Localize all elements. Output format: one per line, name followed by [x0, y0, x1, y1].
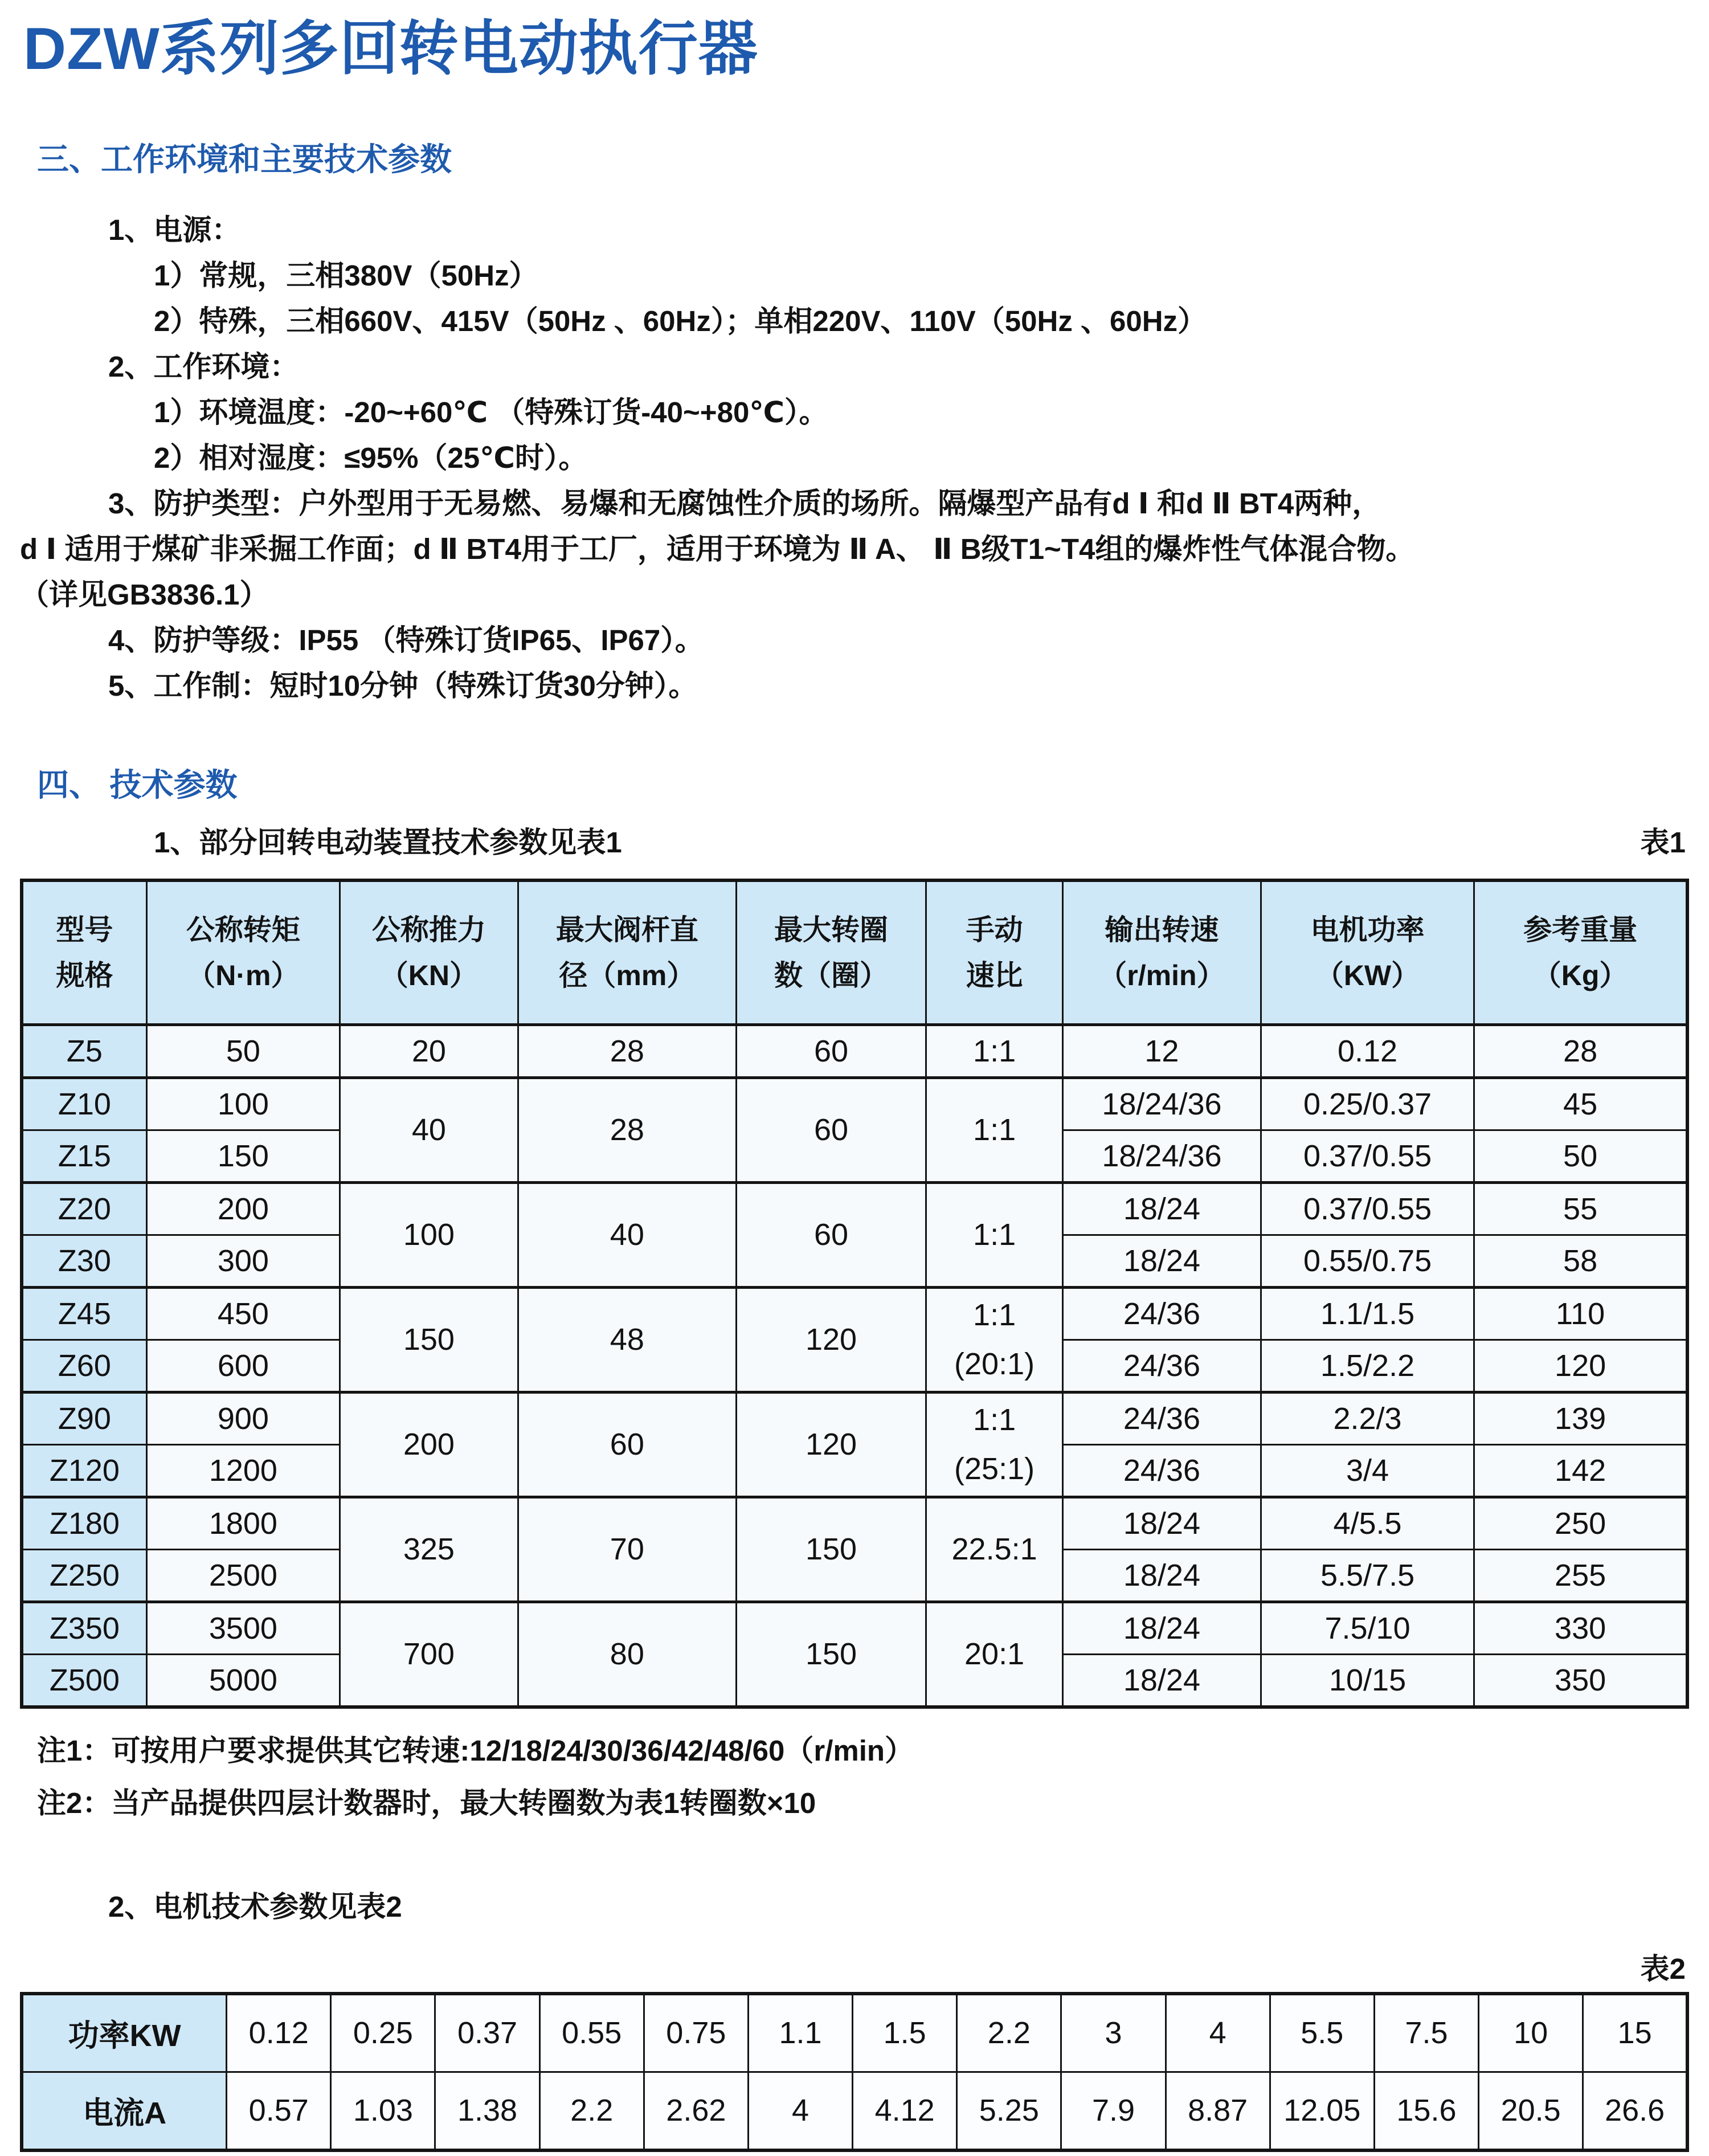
- model-cell: Z5: [22, 1024, 146, 1077]
- ratio-line: 1:1: [973, 1403, 1016, 1438]
- data-cell: 0.55: [539, 1994, 644, 2072]
- power-row: [22, 1994, 1687, 2072]
- data-cell: 15.6: [1374, 2072, 1478, 2150]
- table-row-z180: [22, 1497, 1687, 1549]
- data-cell: 5000: [146, 1654, 340, 1707]
- data-cell: 70: [518, 1497, 736, 1602]
- data-cell: 0.57: [227, 2072, 331, 2150]
- data-cell: 7.5: [1374, 1994, 1478, 2072]
- ratio-line: (25:1): [954, 1452, 1035, 1487]
- data-cell: 55: [1474, 1182, 1687, 1235]
- data-cell: 5.25: [957, 2072, 1061, 2150]
- data-cell: 1.38: [435, 2072, 539, 2150]
- data-cell: 12.05: [1270, 2072, 1374, 2150]
- current-row-label: 电流A: [22, 2072, 227, 2150]
- ratio-line: 1:1: [973, 1298, 1016, 1333]
- data-cell: 120: [736, 1287, 926, 1392]
- data-cell: 139: [1474, 1392, 1687, 1444]
- data-cell: 255: [1474, 1549, 1687, 1602]
- data-cell: [926, 1392, 1063, 1497]
- data-cell: 18/24: [1062, 1549, 1261, 1602]
- model-cell: Z15: [22, 1130, 146, 1182]
- data-cell: 150: [736, 1602, 926, 1707]
- data-cell: 60: [736, 1182, 926, 1287]
- data-cell: 1.5/2.2: [1261, 1340, 1474, 1392]
- data-cell: 2500: [146, 1549, 340, 1602]
- data-cell: 7.9: [1061, 2072, 1166, 2150]
- data-cell: 1800: [146, 1497, 340, 1549]
- data-cell: 0.37/0.55: [1261, 1130, 1474, 1182]
- header-cell-weight: 参考重量 （Kg）: [1474, 880, 1687, 1025]
- table2: [20, 1992, 1689, 2152]
- data-cell: 350: [1474, 1654, 1687, 1707]
- data-cell: 45: [1474, 1077, 1687, 1130]
- model-cell: Z120: [22, 1444, 146, 1497]
- data-cell: 142: [1474, 1444, 1687, 1497]
- data-cell: 4/5.5: [1261, 1497, 1474, 1549]
- data-cell: 450: [146, 1287, 340, 1340]
- data-cell: 700: [340, 1602, 518, 1707]
- data-cell: 7.5/10: [1261, 1602, 1474, 1654]
- model-cell: Z500: [22, 1654, 146, 1707]
- data-cell: 15: [1583, 1994, 1687, 2072]
- data-cell: 200: [146, 1182, 340, 1235]
- spec-line: d Ⅰ 适用于煤矿非采掘工作面；d Ⅱ BT4用于工厂，适用于环境为 Ⅱ A、 Ⅱ B级T1~T4组的爆炸性气体混合物。: [20, 532, 1415, 565]
- data-cell: 24/36: [1062, 1340, 1261, 1392]
- data-cell: 50: [1474, 1130, 1687, 1182]
- data-cell: 18/24/36: [1062, 1077, 1261, 1130]
- data-cell: 28: [518, 1077, 736, 1182]
- data-cell: 5.5: [1270, 1994, 1374, 2072]
- table1-caption: 1、部分回转电动装置技术参数见表1: [154, 826, 622, 859]
- data-cell: 18/24: [1062, 1235, 1261, 1287]
- spec-line: 2）相对湿度：≤95%（25℃时）。: [154, 441, 588, 474]
- data-cell: 18/24: [1062, 1497, 1261, 1549]
- data-cell: 150: [736, 1497, 926, 1602]
- model-cell: Z60: [22, 1340, 146, 1392]
- data-cell: 0.75: [644, 1994, 748, 2072]
- data-cell: 0.25/0.37: [1261, 1077, 1474, 1130]
- data-cell: 150: [146, 1130, 340, 1182]
- table2-caption: 2、电机技术参数见表2: [108, 1890, 402, 1923]
- header-cell-stem: 最大阀杆直 径（mm）: [518, 880, 736, 1025]
- data-cell: 2.62: [644, 2072, 748, 2150]
- model-cell: Z20: [22, 1182, 146, 1235]
- spec-line: 1、电源：: [108, 213, 241, 246]
- data-cell: 60: [518, 1392, 736, 1497]
- data-cell: 900: [146, 1392, 340, 1444]
- data-cell: 24/36: [1062, 1287, 1261, 1340]
- table-row-z10: [22, 1077, 1687, 1130]
- data-cell: 100: [146, 1077, 340, 1130]
- data-cell: 4: [1166, 1994, 1270, 2072]
- data-cell: 150: [340, 1287, 518, 1392]
- data-cell: 100: [340, 1182, 518, 1287]
- data-cell: 0.55/0.75: [1261, 1235, 1474, 1287]
- data-cell: 0.12: [227, 1994, 331, 2072]
- data-cell: 20: [340, 1024, 518, 1077]
- header-cell-speed: 输出转速 （r/min）: [1062, 880, 1261, 1025]
- model-cell: Z30: [22, 1235, 146, 1287]
- header-cell-ratio: 手动 速比: [926, 880, 1063, 1025]
- data-cell: 5.5/7.5: [1261, 1549, 1474, 1602]
- table-row-z90: [22, 1392, 1687, 1444]
- table-row-z350: [22, 1602, 1687, 1654]
- data-cell: 325: [340, 1497, 518, 1602]
- data-cell: 3500: [146, 1602, 340, 1654]
- data-cell: 40: [518, 1182, 736, 1287]
- table2-label: 表2: [1640, 1952, 1686, 1985]
- data-cell: 1:1: [926, 1182, 1063, 1287]
- table-row-z5: [22, 1024, 1687, 1077]
- model-cell: Z45: [22, 1287, 146, 1340]
- data-cell: 80: [518, 1602, 736, 1707]
- data-cell: 20.5: [1479, 2072, 1583, 2150]
- spec-line: （详见GB3836.1）: [20, 578, 269, 611]
- data-cell: 28: [1474, 1024, 1687, 1077]
- data-cell: 1:1: [926, 1077, 1063, 1182]
- current-row: [22, 2072, 1687, 2150]
- data-cell: 3/4: [1261, 1444, 1474, 1497]
- data-cell: 26.6: [1583, 2072, 1687, 2150]
- data-cell: 600: [146, 1340, 340, 1392]
- data-cell: 120: [736, 1392, 926, 1497]
- data-cell: 18/24: [1062, 1602, 1261, 1654]
- data-cell: 2.2: [957, 1994, 1061, 2072]
- data-cell: 1.5: [853, 1994, 957, 2072]
- table1-caption-line: [20, 821, 1689, 864]
- ratio-line: (20:1): [954, 1347, 1035, 1382]
- model-cell: Z90: [22, 1392, 146, 1444]
- data-cell: 12: [1062, 1024, 1261, 1077]
- model-cell: Z10: [22, 1077, 146, 1130]
- table1-header-row: [22, 880, 1687, 1025]
- data-cell: 50: [146, 1024, 340, 1077]
- data-cell: 3: [1061, 1994, 1166, 2072]
- header-cell-power: 电机功率 （KW）: [1261, 880, 1474, 1025]
- model-cell: Z180: [22, 1497, 146, 1549]
- data-cell: 40: [340, 1077, 518, 1182]
- spec-line: 1）常规，三相380V（50Hz）: [154, 259, 538, 292]
- data-cell: 330: [1474, 1602, 1687, 1654]
- data-cell: 24/36: [1062, 1444, 1261, 1497]
- header-cell-thrust: 公称推力 （KN）: [340, 880, 518, 1025]
- table-row-z20: [22, 1182, 1687, 1235]
- data-cell: 22.5:1: [926, 1497, 1063, 1602]
- data-cell: 200: [340, 1392, 518, 1497]
- data-cell: 250: [1474, 1497, 1687, 1549]
- header-cell-model: 型号 规格: [22, 880, 146, 1025]
- header-cell-torque: 公称转矩 （N·m）: [146, 880, 340, 1025]
- note-1: 注1：可按用户要求提供其它转速:12/18/24/30/36/42/48/60（r/min）: [37, 1734, 914, 1767]
- data-cell: 1.1/1.5: [1261, 1287, 1474, 1340]
- data-cell: 1.03: [331, 2072, 435, 2150]
- spec-line: 5、工作制：短时10分钟（特殊订货30分钟）。: [108, 669, 698, 702]
- data-cell: 110: [1474, 1287, 1687, 1340]
- page-title: DZW系列多回转电动执行器: [23, 16, 758, 82]
- spec-line: 2）特殊，三相660V、415V（50Hz 、60Hz）；单相220V、110V（50Hz 、60Hz）: [154, 304, 1207, 337]
- data-cell: 0.25: [331, 1994, 435, 2072]
- section-3-body: [20, 207, 1689, 709]
- spec-line: 4、防护等级：IP55 （特殊订货IP65、IP67）。: [108, 623, 704, 656]
- model-cell: Z350: [22, 1602, 146, 1654]
- data-cell: 0.37: [435, 1994, 539, 2072]
- data-cell: 28: [518, 1024, 736, 1077]
- data-cell: 2.2: [539, 2072, 644, 2150]
- table1: [20, 879, 1689, 1709]
- data-cell: 4.12: [853, 2072, 957, 2150]
- data-cell: 4: [748, 2072, 852, 2150]
- table-row-z45: [22, 1287, 1687, 1340]
- data-cell: 1200: [146, 1444, 340, 1497]
- data-cell: 18/24/36: [1062, 1130, 1261, 1182]
- power-row-label: 功率KW: [22, 1994, 227, 2072]
- data-cell: 18/24: [1062, 1654, 1261, 1707]
- data-cell: 60: [736, 1077, 926, 1182]
- data-cell: 10: [1479, 1994, 1583, 2072]
- spec-line: 3、防护类型：户外型用于无易燃、易爆和无腐蚀性介质的场所。隔爆型产品有d Ⅰ 和d Ⅱ BT4两种，: [108, 487, 1381, 520]
- data-cell: 1.1: [748, 1994, 852, 2072]
- data-cell: 18/24: [1062, 1182, 1261, 1235]
- table1-label: 表1: [1640, 826, 1686, 859]
- model-cell: Z250: [22, 1549, 146, 1602]
- data-cell: 10/15: [1261, 1654, 1474, 1707]
- data-cell: 300: [146, 1235, 340, 1287]
- data-cell: 2.2/3: [1261, 1392, 1474, 1444]
- spec-line: 1）环境温度：-20~+60℃ （特殊订货-40~+80℃）。: [154, 395, 828, 428]
- data-cell: 24/36: [1062, 1392, 1261, 1444]
- data-cell: 1:1: [926, 1024, 1063, 1077]
- data-cell: 48: [518, 1287, 736, 1392]
- data-cell: 120: [1474, 1340, 1687, 1392]
- data-cell: [926, 1287, 1063, 1392]
- data-cell: 0.12: [1261, 1024, 1474, 1077]
- data-cell: 58: [1474, 1235, 1687, 1287]
- section-heading-4: 四、 技术参数: [37, 766, 238, 803]
- data-cell: 8.87: [1166, 2072, 1270, 2150]
- data-cell: 0.37/0.55: [1261, 1182, 1474, 1235]
- header-cell-turns: 最大转圈 数（圈）: [736, 880, 926, 1025]
- data-cell: 20:1: [926, 1602, 1063, 1707]
- table1-notes: [20, 1725, 1689, 1830]
- data-cell: 60: [736, 1024, 926, 1077]
- note-2: 注2：当产品提供四层计数器时，最大转圈数为表1转圈数×10: [37, 1786, 816, 1819]
- spec-line: 2、工作环境：: [108, 350, 299, 383]
- section-heading-3: 三、工作环境和主要技术参数: [37, 141, 452, 178]
